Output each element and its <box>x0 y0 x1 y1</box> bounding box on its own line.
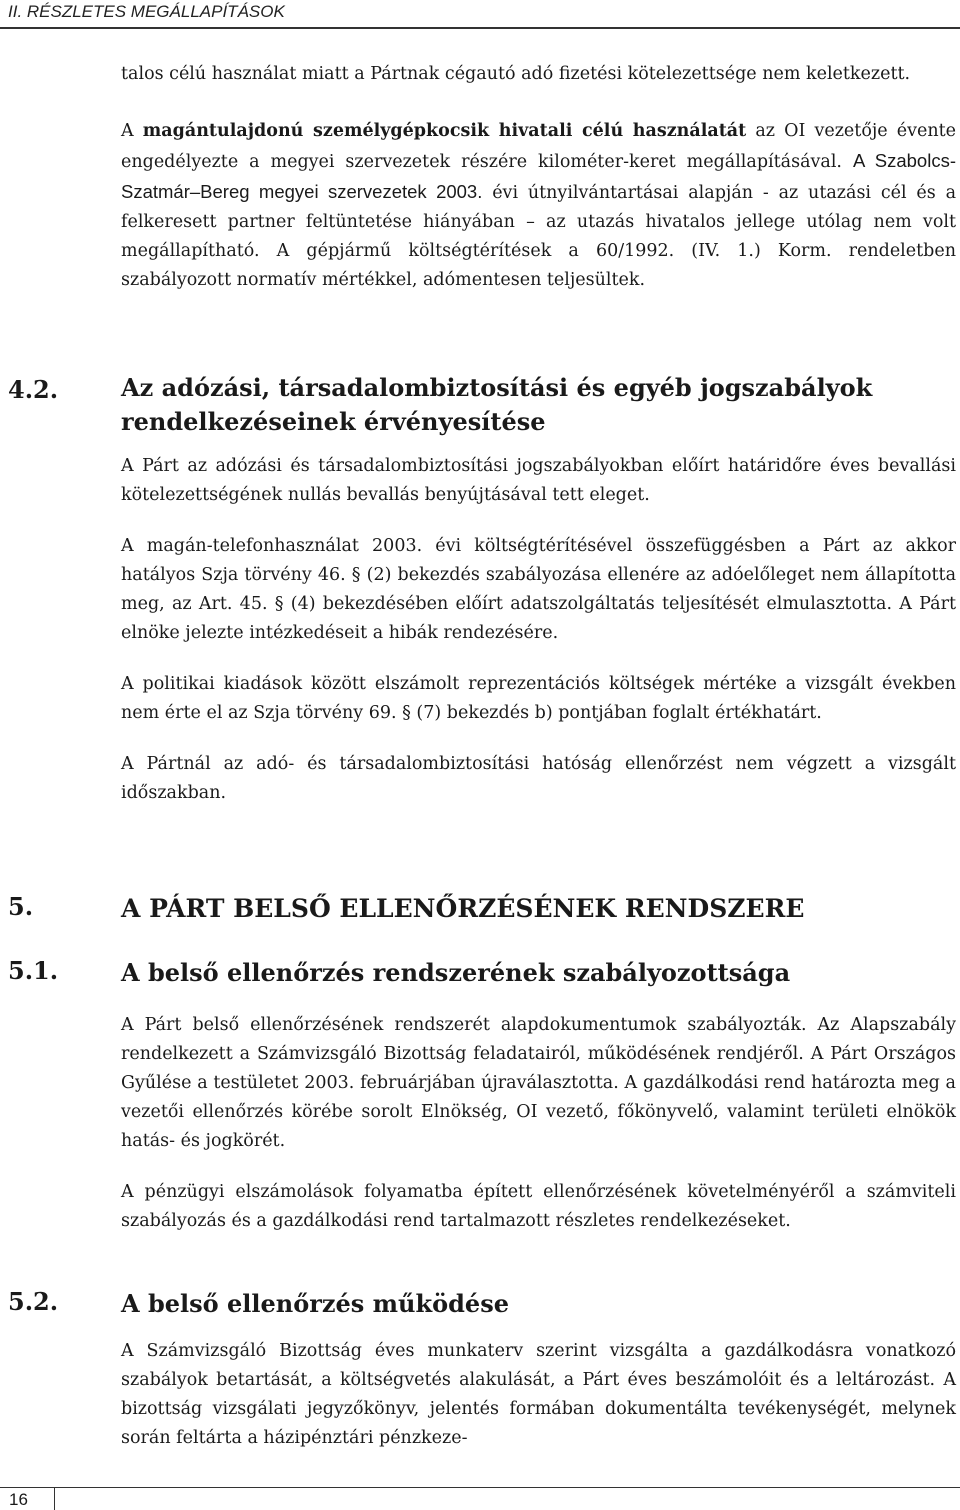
paragraph: A Párt az adózási és társadalombiztosítási jogszabályokban előírt határidőre éves bevallási kötelezettségének nullás bevallás benyújtásával tett eleget. <box>121 456 956 505</box>
intro-p2-county: A Szabolcs-Szatmár–Bereg megyei szervezetek 2003. <box>121 150 956 202</box>
section-number: 5.2. <box>8 1287 59 1316</box>
section-title: A belső ellenőrzés rendszerének szabályozottsága <box>121 958 791 987</box>
intro-p2-tail: évi útnyilvántartásai alapján - az utazási cél és a felkeresett partner feltüntetése hiányában – az utazás hivatalos jellege utólag nem volt megállapítható. A gépjármű költségtérítések a 60/1992. (IV. 1.) Korm. rendeletben szabályozott normatív mértékkel, adómentesen teljesültek. <box>121 183 957 290</box>
intro-paragraph-1: talos célú használat miatt a Pártnak cégautó adó fizetési kötelezettsége nem keletkezett. <box>121 64 911 84</box>
section-number: 4.2. <box>8 375 59 404</box>
section-title: A PÁRT BELSŐ ELLENŐRZÉSÉNEK RENDSZERE <box>121 894 805 923</box>
section-number: 5.1. <box>8 956 59 985</box>
section-5-1-body <box>121 1011 956 1236</box>
page-number: 16 <box>9 1490 28 1509</box>
section-4-2-body <box>121 452 956 808</box>
paragraph: A Párt belső ellenőrzésének rendszerét alapdokumentumok szabályozták. Az Alapszabály rendelkezett a Számvizsgáló Bizottság feladatairól, működésének rendjéről. A Párt Országos Gyűlése a testületet 2003. februárjában újraválasztotta. A gazdálkodási rend határozta meg a vezetői ellenőrzés körébe sorolt Elnökség, OI vezető, főkönyvelő, valamint területi elnökök hatás- és jogkörét. <box>121 1015 956 1151</box>
intro-p2-body: az OI vezetője évente engedélyezte a megyei szervezetek részére kilométer-keret megállapításával. <box>121 121 957 172</box>
running-header: II. RÉSZLETES MEGÁLLAPÍTÁSOK <box>8 2 285 21</box>
intro-p2-lead: A <box>121 121 143 141</box>
paragraph: A Számvizsgáló Bizottság éves munkaterv szerint vizsgálta a gazdálkodásra vonatkozó szabályok betartását, a költségvetés alakulását, a Párt éves beszámolóit és a leltározást. A bizottság vizsgálati jegyzőkönyv, jelentés formában dokumentálta tevékenységét, melynek során feltárta a házipénztári pénzkeze- <box>121 1341 956 1448</box>
header-divider <box>0 27 960 29</box>
paragraph: A politikai kiadások között elszámolt reprezentációs költségek mértéke a vizsgált években nem érte el az Szja törvény 69. § (7) bekezdés b) pontjában foglalt értékhatárt. <box>121 674 956 723</box>
footer-divider <box>0 1487 960 1488</box>
intro-paragraph-2 <box>121 117 956 295</box>
intro-block <box>121 60 956 295</box>
section-title: Az adózási, társadalombiztosítási és egyéb jogszabályok rendelkezéseinek érvényesítése <box>121 373 873 436</box>
paragraph: A magán-telefonhasználat 2003. évi költségtérítésével összefüggésben a Párt az akkor hatályos Szja törvény 46. § (2) bekezdés szabályozása ellenére az adóelőleget nem állapította meg, az Art. 45. § (4) bekezdésében előírt adatszolgáltatás teljesítését elmulasztotta. A Párt elnöke jelezte intézkedéseit a hibák rendezésére. <box>121 536 956 643</box>
section-number: 5. <box>8 892 34 921</box>
intro-p2-emphasis: magántulajdonú személygépkocsik hivatali célú használatát <box>142 121 747 141</box>
paragraph: A pénzügyi elszámolások folyamatba épített ellenőrzésének követelményéről a számviteli szabályozás és a gazdálkodási rend tartalmazott részletes rendelkezéseket. <box>121 1182 956 1231</box>
section-5-2-body <box>121 1337 956 1453</box>
footer-page-box-divider <box>54 1487 55 1510</box>
section-title: A belső ellenőrzés működése <box>121 1289 509 1318</box>
paragraph: A Pártnál az adó- és társadalombiztosítási hatóság ellenőrzést nem végzett a vizsgált időszakban. <box>121 754 956 803</box>
